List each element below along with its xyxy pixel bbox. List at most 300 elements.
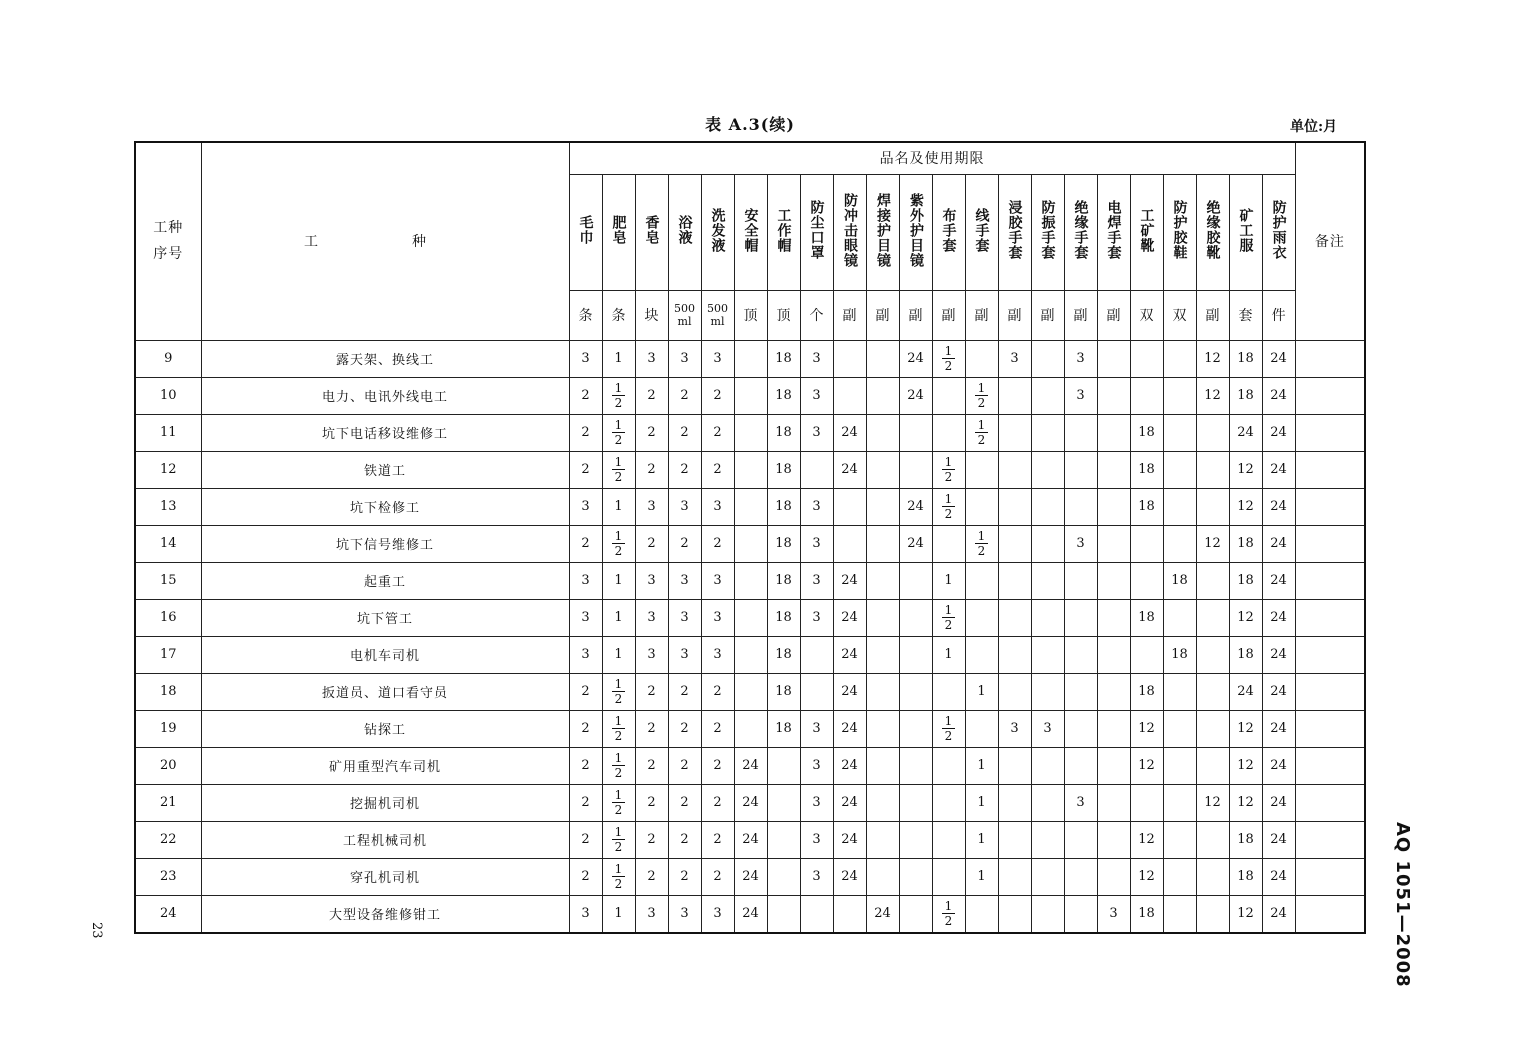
cell-value: [1064, 488, 1097, 525]
cell-value: 2: [635, 858, 668, 895]
item-unit: 500 ml: [701, 290, 734, 340]
row-remark: [1295, 599, 1365, 636]
item-unit: 副: [1097, 290, 1130, 340]
cell-value: 3: [800, 525, 833, 562]
cell-value: [833, 895, 866, 933]
cell-value: 24: [833, 599, 866, 636]
row-seq: 24: [135, 895, 201, 933]
item-header: 电焊手套: [1097, 174, 1130, 290]
cell-value: [734, 599, 767, 636]
cell-value: 18: [767, 673, 800, 710]
item-header: 防冲击眼镜: [833, 174, 866, 290]
cell-value: 2: [701, 673, 734, 710]
table-row: [135, 599, 1365, 636]
cell-value: [998, 451, 1031, 488]
cell-value: [998, 488, 1031, 525]
cell-value: 18: [1229, 525, 1262, 562]
cell-value: [767, 895, 800, 933]
row-remark: [1295, 488, 1365, 525]
cell-value: 3: [635, 895, 668, 933]
cell-value: [1163, 340, 1196, 377]
cell-value: 12: [1130, 821, 1163, 858]
cell-value: 24: [1262, 636, 1295, 673]
cell-value: [1196, 451, 1229, 488]
row-name: 挖掘机司机: [201, 784, 569, 821]
cell-value: [833, 488, 866, 525]
item-header: 防护雨衣: [1262, 174, 1295, 290]
cell-value: [899, 673, 932, 710]
cell-value: 2: [701, 451, 734, 488]
cell-value: 3: [1031, 710, 1064, 747]
cell-value: [1196, 710, 1229, 747]
cell-value: 2: [668, 451, 701, 488]
table-row: [135, 525, 1365, 562]
item-header: 防护胶鞋: [1163, 174, 1196, 290]
cell-value: [1097, 636, 1130, 673]
cell-value: 2: [569, 821, 602, 858]
cell-value: 12: [1229, 895, 1262, 933]
row-name: 坑下信号维修工: [201, 525, 569, 562]
cell-value: 24: [1262, 710, 1295, 747]
cell-value: 2: [668, 710, 701, 747]
cell-value: [866, 377, 899, 414]
cell-value: [734, 636, 767, 673]
cell-value: 2: [569, 747, 602, 784]
cell-value: $\frac{1}{2}$: [602, 673, 635, 710]
cell-value: [932, 414, 965, 451]
table-row: [135, 858, 1365, 895]
cell-value: 2: [701, 747, 734, 784]
row-seq: 13: [135, 488, 201, 525]
cell-value: $\frac{1}{2}$: [965, 377, 998, 414]
cell-value: [1163, 599, 1196, 636]
cell-value: 18: [1130, 599, 1163, 636]
cell-value: 24: [1262, 340, 1295, 377]
row-name: 钻探工: [201, 710, 569, 747]
cell-value: 3: [1064, 525, 1097, 562]
row-seq: 16: [135, 599, 201, 636]
cell-value: 3: [569, 340, 602, 377]
cell-value: [1064, 858, 1097, 895]
cell-value: [1130, 525, 1163, 562]
cell-value: [1097, 784, 1130, 821]
cell-value: [1031, 377, 1064, 414]
cell-value: $\frac{1}{2}$: [965, 525, 998, 562]
row-seq: 10: [135, 377, 201, 414]
cell-value: 24: [1262, 673, 1295, 710]
cell-value: [800, 451, 833, 488]
cell-value: 3: [668, 599, 701, 636]
cell-value: [998, 747, 1031, 784]
item-unit: 副: [1031, 290, 1064, 340]
cell-value: 18: [1229, 858, 1262, 895]
cell-value: 24: [899, 525, 932, 562]
cell-value: 2: [569, 414, 602, 451]
cell-value: [965, 710, 998, 747]
cell-value: 3: [701, 562, 734, 599]
cell-value: 1: [602, 488, 635, 525]
item-unit: 副: [899, 290, 932, 340]
item-header: 工矿靴: [1130, 174, 1163, 290]
cell-value: 3: [998, 340, 1031, 377]
cell-value: 2: [701, 710, 734, 747]
cell-value: [866, 414, 899, 451]
cell-value: 2: [635, 414, 668, 451]
item-header: 香皂: [635, 174, 668, 290]
cell-value: 3: [668, 340, 701, 377]
row-name: 大型设备维修钳工: [201, 895, 569, 933]
cell-value: 2: [668, 747, 701, 784]
cell-value: $\frac{1}{2}$: [932, 895, 965, 933]
item-header: 防振手套: [1031, 174, 1064, 290]
cell-value: 24: [1262, 821, 1295, 858]
cell-value: [1031, 747, 1064, 784]
item-unit: 500 ml: [668, 290, 701, 340]
cell-value: [1064, 895, 1097, 933]
cell-value: [866, 747, 899, 784]
cell-value: [1097, 451, 1130, 488]
row-name: 坑下电话移设维修工: [201, 414, 569, 451]
cell-value: 24: [833, 784, 866, 821]
cell-value: 24: [1262, 414, 1295, 451]
cell-value: [1031, 673, 1064, 710]
cell-value: 12: [1229, 784, 1262, 821]
cell-value: 3: [800, 858, 833, 895]
cell-value: 3: [1064, 377, 1097, 414]
cell-value: [1196, 636, 1229, 673]
item-unit: 件: [1262, 290, 1295, 340]
cell-value: 2: [668, 673, 701, 710]
cell-value: 12: [1196, 340, 1229, 377]
cell-value: 3: [800, 710, 833, 747]
cell-value: [1097, 710, 1130, 747]
table-row: [135, 821, 1365, 858]
cell-value: 3: [701, 599, 734, 636]
cell-value: 2: [635, 821, 668, 858]
table-row: [135, 673, 1365, 710]
cell-value: 18: [767, 377, 800, 414]
cell-value: [1163, 377, 1196, 414]
cell-value: [1163, 414, 1196, 451]
cell-value: [866, 525, 899, 562]
cell-value: [1196, 562, 1229, 599]
cell-value: 24: [1262, 784, 1295, 821]
row-remark: [1295, 784, 1365, 821]
cell-value: 12: [1229, 747, 1262, 784]
row-seq: 21: [135, 784, 201, 821]
cell-value: 24: [1262, 599, 1295, 636]
unit-note: 单位:月: [1290, 119, 1338, 135]
cell-value: 24: [734, 858, 767, 895]
cell-value: 3: [1097, 895, 1130, 933]
cell-value: [1196, 821, 1229, 858]
item-unit: 套: [1229, 290, 1262, 340]
row-name: 铁道工: [201, 451, 569, 488]
item-unit: 副: [833, 290, 866, 340]
cell-value: $\frac{1}{2}$: [602, 525, 635, 562]
cell-value: [899, 858, 932, 895]
cell-value: 24: [833, 562, 866, 599]
item-unit: 块: [635, 290, 668, 340]
cell-value: [767, 747, 800, 784]
cell-value: [1097, 599, 1130, 636]
cell-value: [998, 821, 1031, 858]
cell-value: 18: [767, 599, 800, 636]
item-header: 浴液: [668, 174, 701, 290]
cell-value: 12: [1130, 858, 1163, 895]
cell-value: [833, 525, 866, 562]
cell-value: 18: [1130, 895, 1163, 933]
cell-value: [866, 673, 899, 710]
cell-value: [1064, 673, 1097, 710]
cell-value: 18: [767, 562, 800, 599]
cell-value: 2: [668, 784, 701, 821]
cell-value: $\frac{1}{2}$: [602, 377, 635, 414]
cell-value: [1097, 673, 1130, 710]
cell-value: [998, 599, 1031, 636]
cell-value: 18: [1229, 636, 1262, 673]
cell-value: 3: [635, 340, 668, 377]
cell-value: [1163, 858, 1196, 895]
cell-value: [866, 858, 899, 895]
cell-value: [998, 673, 1031, 710]
cell-value: [1196, 673, 1229, 710]
cell-value: 1: [965, 673, 998, 710]
cell-value: [932, 673, 965, 710]
cell-value: 2: [569, 710, 602, 747]
cell-value: 2: [701, 784, 734, 821]
row-name: 电机车司机: [201, 636, 569, 673]
cell-value: [932, 377, 965, 414]
cell-value: 24: [1262, 377, 1295, 414]
cell-value: 18: [1229, 340, 1262, 377]
cell-value: 12: [1196, 377, 1229, 414]
cell-value: [1031, 488, 1064, 525]
row-seq: 14: [135, 525, 201, 562]
cell-value: [965, 599, 998, 636]
cell-value: 24: [899, 340, 932, 377]
cell-value: 24: [899, 377, 932, 414]
cell-value: 2: [701, 821, 734, 858]
cell-value: [833, 377, 866, 414]
cell-value: [866, 710, 899, 747]
row-name: 坑下检修工: [201, 488, 569, 525]
cell-value: [1130, 784, 1163, 821]
cell-value: 1: [965, 821, 998, 858]
cell-value: 3: [800, 784, 833, 821]
cell-value: 12: [1196, 784, 1229, 821]
row-name: 电力、电讯外线电工: [201, 377, 569, 414]
cell-value: 18: [1130, 488, 1163, 525]
cell-value: 18: [1163, 562, 1196, 599]
item-header: 毛巾: [569, 174, 602, 290]
cell-value: [866, 821, 899, 858]
cell-value: [1097, 747, 1130, 784]
row-remark: [1295, 747, 1365, 784]
cell-value: [1064, 710, 1097, 747]
cell-value: [998, 784, 1031, 821]
item-header: 焊接护目镜: [866, 174, 899, 290]
table-row: [135, 340, 1365, 377]
page-number: 23: [89, 922, 104, 939]
cell-value: 3: [569, 599, 602, 636]
cell-value: 12: [1196, 525, 1229, 562]
cell-value: 1: [602, 895, 635, 933]
cell-value: [1097, 377, 1130, 414]
row-remark: [1295, 525, 1365, 562]
cell-value: [1097, 562, 1130, 599]
row-name: 起重工: [201, 562, 569, 599]
cell-value: [899, 821, 932, 858]
cell-value: [1031, 821, 1064, 858]
cell-value: 3: [800, 488, 833, 525]
cell-value: [1130, 636, 1163, 673]
cell-value: [833, 340, 866, 377]
cell-value: [734, 451, 767, 488]
cell-value: 3: [569, 488, 602, 525]
cell-value: 18: [767, 636, 800, 673]
cell-value: 2: [635, 710, 668, 747]
cell-value: [1097, 525, 1130, 562]
cell-value: 2: [701, 377, 734, 414]
cell-value: 18: [1229, 562, 1262, 599]
cell-value: 12: [1229, 599, 1262, 636]
cell-value: 24: [899, 488, 932, 525]
cell-value: [965, 562, 998, 599]
cell-value: $\frac{1}{2}$: [932, 710, 965, 747]
item-header: 矿工服: [1229, 174, 1262, 290]
row-remark: [1295, 821, 1365, 858]
cell-value: 1: [932, 636, 965, 673]
row-name: 露天架、换线工: [201, 340, 569, 377]
row-seq: 11: [135, 414, 201, 451]
cell-value: 3: [701, 895, 734, 933]
cell-value: $\frac{1}{2}$: [602, 784, 635, 821]
cell-value: 12: [1229, 451, 1262, 488]
cell-value: 3: [569, 636, 602, 673]
cell-value: 1: [965, 747, 998, 784]
cell-value: [1097, 488, 1130, 525]
cell-value: [734, 377, 767, 414]
cell-value: 3: [800, 821, 833, 858]
cell-value: 1: [602, 599, 635, 636]
cell-value: 18: [767, 340, 800, 377]
cell-value: 2: [701, 414, 734, 451]
cell-value: [1163, 451, 1196, 488]
cell-value: 1: [602, 562, 635, 599]
cell-value: $\frac{1}{2}$: [932, 340, 965, 377]
cell-value: 2: [668, 525, 701, 562]
cell-value: $\frac{1}{2}$: [602, 858, 635, 895]
row-remark: [1295, 562, 1365, 599]
cell-value: $\frac{1}{2}$: [602, 710, 635, 747]
table-row: [135, 488, 1365, 525]
cell-value: [1163, 710, 1196, 747]
cell-value: 1: [602, 340, 635, 377]
cell-value: [734, 414, 767, 451]
cell-value: [1097, 340, 1130, 377]
cell-value: 2: [668, 821, 701, 858]
cell-value: 24: [833, 858, 866, 895]
cell-value: [1064, 821, 1097, 858]
row-remark: [1295, 858, 1365, 895]
item-unit: 双: [1130, 290, 1163, 340]
cell-value: 24: [833, 673, 866, 710]
cell-value: [866, 451, 899, 488]
cell-value: [1196, 858, 1229, 895]
row-remark: [1295, 340, 1365, 377]
cell-value: 2: [569, 451, 602, 488]
cell-value: [1064, 599, 1097, 636]
cell-value: 24: [1262, 451, 1295, 488]
cell-value: [800, 895, 833, 933]
cell-value: [1163, 525, 1196, 562]
cell-value: [1196, 895, 1229, 933]
cell-value: [734, 710, 767, 747]
cell-value: [1163, 821, 1196, 858]
cell-value: 3: [800, 562, 833, 599]
cell-value: [1064, 562, 1097, 599]
cell-value: [734, 340, 767, 377]
cell-value: 1: [932, 562, 965, 599]
cell-value: $\frac{1}{2}$: [932, 599, 965, 636]
cell-value: 24: [1262, 562, 1295, 599]
row-name: 扳道员、道口看守员: [201, 673, 569, 710]
cell-value: 24: [833, 636, 866, 673]
item-unit: 副: [1196, 290, 1229, 340]
item-unit: 顶: [767, 290, 800, 340]
row-name: 工程机械司机: [201, 821, 569, 858]
cell-value: [998, 525, 1031, 562]
cell-value: 3: [998, 710, 1031, 747]
cell-value: [1163, 895, 1196, 933]
cell-value: [1130, 377, 1163, 414]
table-row: [135, 451, 1365, 488]
cell-value: [866, 784, 899, 821]
row-remark: [1295, 451, 1365, 488]
row-name: 穿孔机司机: [201, 858, 569, 895]
cell-value: 3: [569, 895, 602, 933]
cell-value: [1031, 451, 1064, 488]
cell-value: 3: [800, 599, 833, 636]
cell-value: 3: [800, 377, 833, 414]
cell-value: 3: [1064, 784, 1097, 821]
cell-value: 1: [602, 636, 635, 673]
cell-value: 24: [734, 821, 767, 858]
cell-value: $\frac{1}{2}$: [932, 488, 965, 525]
cell-value: 18: [1163, 636, 1196, 673]
cell-value: [1130, 340, 1163, 377]
cell-value: 24: [734, 747, 767, 784]
cell-value: 3: [668, 636, 701, 673]
cell-value: [998, 377, 1031, 414]
item-unit: 副: [998, 290, 1031, 340]
cell-value: $\frac{1}{2}$: [602, 414, 635, 451]
cell-value: 3: [668, 562, 701, 599]
cell-value: 3: [668, 895, 701, 933]
cell-value: 18: [1229, 377, 1262, 414]
row-remark: [1295, 710, 1365, 747]
cell-value: 24: [833, 821, 866, 858]
row-seq: 9: [135, 340, 201, 377]
row-seq: 15: [135, 562, 201, 599]
cell-value: [866, 636, 899, 673]
cell-value: [932, 858, 965, 895]
cell-value: [1163, 488, 1196, 525]
cell-value: [1097, 414, 1130, 451]
row-seq: 19: [135, 710, 201, 747]
cell-value: 24: [734, 895, 767, 933]
